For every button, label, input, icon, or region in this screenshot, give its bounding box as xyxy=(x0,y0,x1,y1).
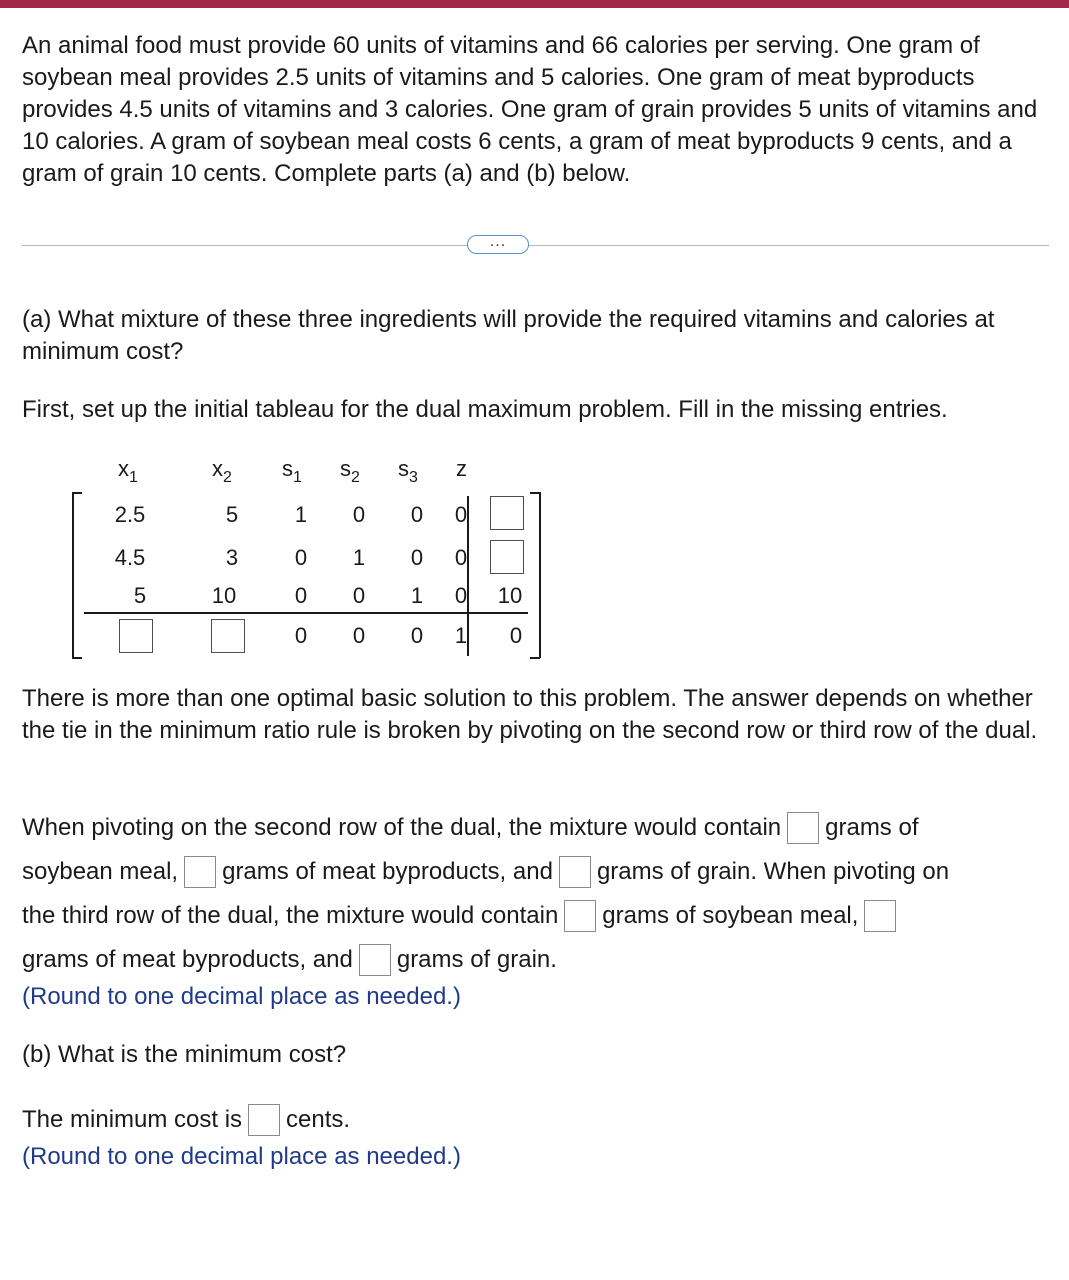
tableau-cell: 10 xyxy=(497,583,523,608)
header-x2: $x_2$ xyxy=(212,456,232,486)
more-button-label: ... xyxy=(489,232,507,250)
answer-text: grams of xyxy=(825,813,919,841)
input-soybean-row3[interactable] xyxy=(564,900,596,932)
answer-line-1 xyxy=(22,805,919,850)
tableau-cell: 0 xyxy=(454,545,468,570)
input-grain-row3[interactable] xyxy=(359,944,391,976)
tableau-cell: 10 xyxy=(211,583,237,608)
more-button[interactable] xyxy=(467,232,529,254)
tableau-cell: 5 xyxy=(225,502,239,527)
tableau-cell: 0 xyxy=(294,583,308,608)
answer-text: grams of meat byproducts, and xyxy=(22,945,353,973)
header-s3: $s_3$ xyxy=(398,456,418,486)
tableau-cell: 0 xyxy=(294,545,308,570)
tableau-cell: 1 xyxy=(410,583,424,608)
tableau-cell: 0 xyxy=(410,545,424,570)
section-divider xyxy=(22,245,1049,246)
right-bracket-top xyxy=(530,492,540,494)
right-bracket-bottom xyxy=(530,657,540,659)
header-s1: $s_1$ xyxy=(282,456,302,486)
tableau-input-row2-rhs[interactable] xyxy=(490,540,524,574)
input-min-cost[interactable] xyxy=(248,1104,280,1136)
input-grain-row2[interactable] xyxy=(559,856,591,888)
answer-text: grams of meat byproducts, and xyxy=(222,857,553,885)
answer-line-3 xyxy=(22,893,902,938)
tableau-cell: 0 xyxy=(454,502,468,527)
tableau-cell: 2.5 xyxy=(114,502,146,527)
answer-text: cents. xyxy=(286,1105,351,1133)
part-a-question: (a) What mixture of these three ingredients will provide the required vitamins and calories at minimum cost? xyxy=(22,306,995,365)
answer-text: When pivoting on the second row of the dual, the mixture would contain xyxy=(22,813,782,841)
tableau-cell: 0 xyxy=(410,623,424,648)
round-note-b: (Round to one decimal place as needed.) xyxy=(22,1143,461,1170)
tableau-input-objective-x1[interactable] xyxy=(119,619,153,653)
right-bracket xyxy=(539,492,541,658)
tableau-cell: 3 xyxy=(225,545,239,570)
answer-line-4 xyxy=(22,937,557,982)
header-z: z xyxy=(456,456,467,481)
tableau-cell: 1 xyxy=(454,623,468,648)
answer-text: the third row of the dual, the mixture would contain xyxy=(22,901,559,929)
tableau-cell: 0 xyxy=(352,502,366,527)
tableau-input-row1-rhs[interactable] xyxy=(490,496,524,530)
objective-separator xyxy=(84,612,528,614)
answer-text: The minimum cost is xyxy=(22,1105,243,1133)
answer-text: grams of soybean meal, xyxy=(602,901,859,929)
tableau-cell: 1 xyxy=(294,502,308,527)
answer-text: grams of grain. When pivoting on xyxy=(596,857,950,885)
tableau-input-objective-x2[interactable] xyxy=(211,619,245,653)
tableau-cell: 0 xyxy=(509,623,523,648)
input-soybean-row2[interactable] xyxy=(787,812,819,844)
round-note-a: (Round to one decimal place as needed.) xyxy=(22,983,461,1010)
tableau-cell: 5 xyxy=(133,583,147,608)
left-bracket xyxy=(72,492,74,658)
tableau-cell: 0 xyxy=(294,623,308,648)
answer-text: soybean meal, xyxy=(22,857,179,885)
left-bracket-bottom xyxy=(72,657,82,659)
header-x1: $x_1$ xyxy=(118,456,138,486)
tableau-cell: 0 xyxy=(454,583,468,608)
part-b-question: (b) What is the minimum cost? xyxy=(22,1041,347,1068)
answer-line-2 xyxy=(22,849,949,894)
top-accent-bar xyxy=(0,0,1069,8)
tableau-cell: 1 xyxy=(352,545,366,570)
explanation-text: There is more than one optimal basic solution to this problem. The answer depends on whether the tie in the minimum ratio rule is broken by pivoting on the second row or third row of the dual. xyxy=(22,685,1038,744)
min-cost-line xyxy=(22,1097,350,1142)
tableau-cell: 0 xyxy=(352,623,366,648)
answer-text: grams of grain. xyxy=(396,945,557,973)
part-a-instruction: First, set up the initial tableau for the dual maximum problem. Fill in the missing entries. xyxy=(22,396,948,423)
header-s2: $s_2$ xyxy=(340,456,360,486)
tableau-cell: 0 xyxy=(410,502,424,527)
tableau-cell: 4.5 xyxy=(114,545,146,570)
input-meat-row3[interactable] xyxy=(864,900,896,932)
left-bracket-top xyxy=(72,492,82,494)
tableau-cell: 0 xyxy=(352,583,366,608)
input-meat-row2[interactable] xyxy=(184,856,216,888)
problem-statement: An animal food must provide 60 units of vitamins and 66 calories per serving. One gram of soybean meal provides 2.5 units of vitamins and 5 calories. One gram of meat byproducts provides 4.5 units of vitamins and 3 calories. One gram of grain provides 5 units of vitamins and 10 calories. A gram of soybean meal costs 6 cents, a gram of meat byproducts 9 cents, and a gram of grain 10 cents. Complete parts (a) and (b) below. xyxy=(22,32,1038,187)
